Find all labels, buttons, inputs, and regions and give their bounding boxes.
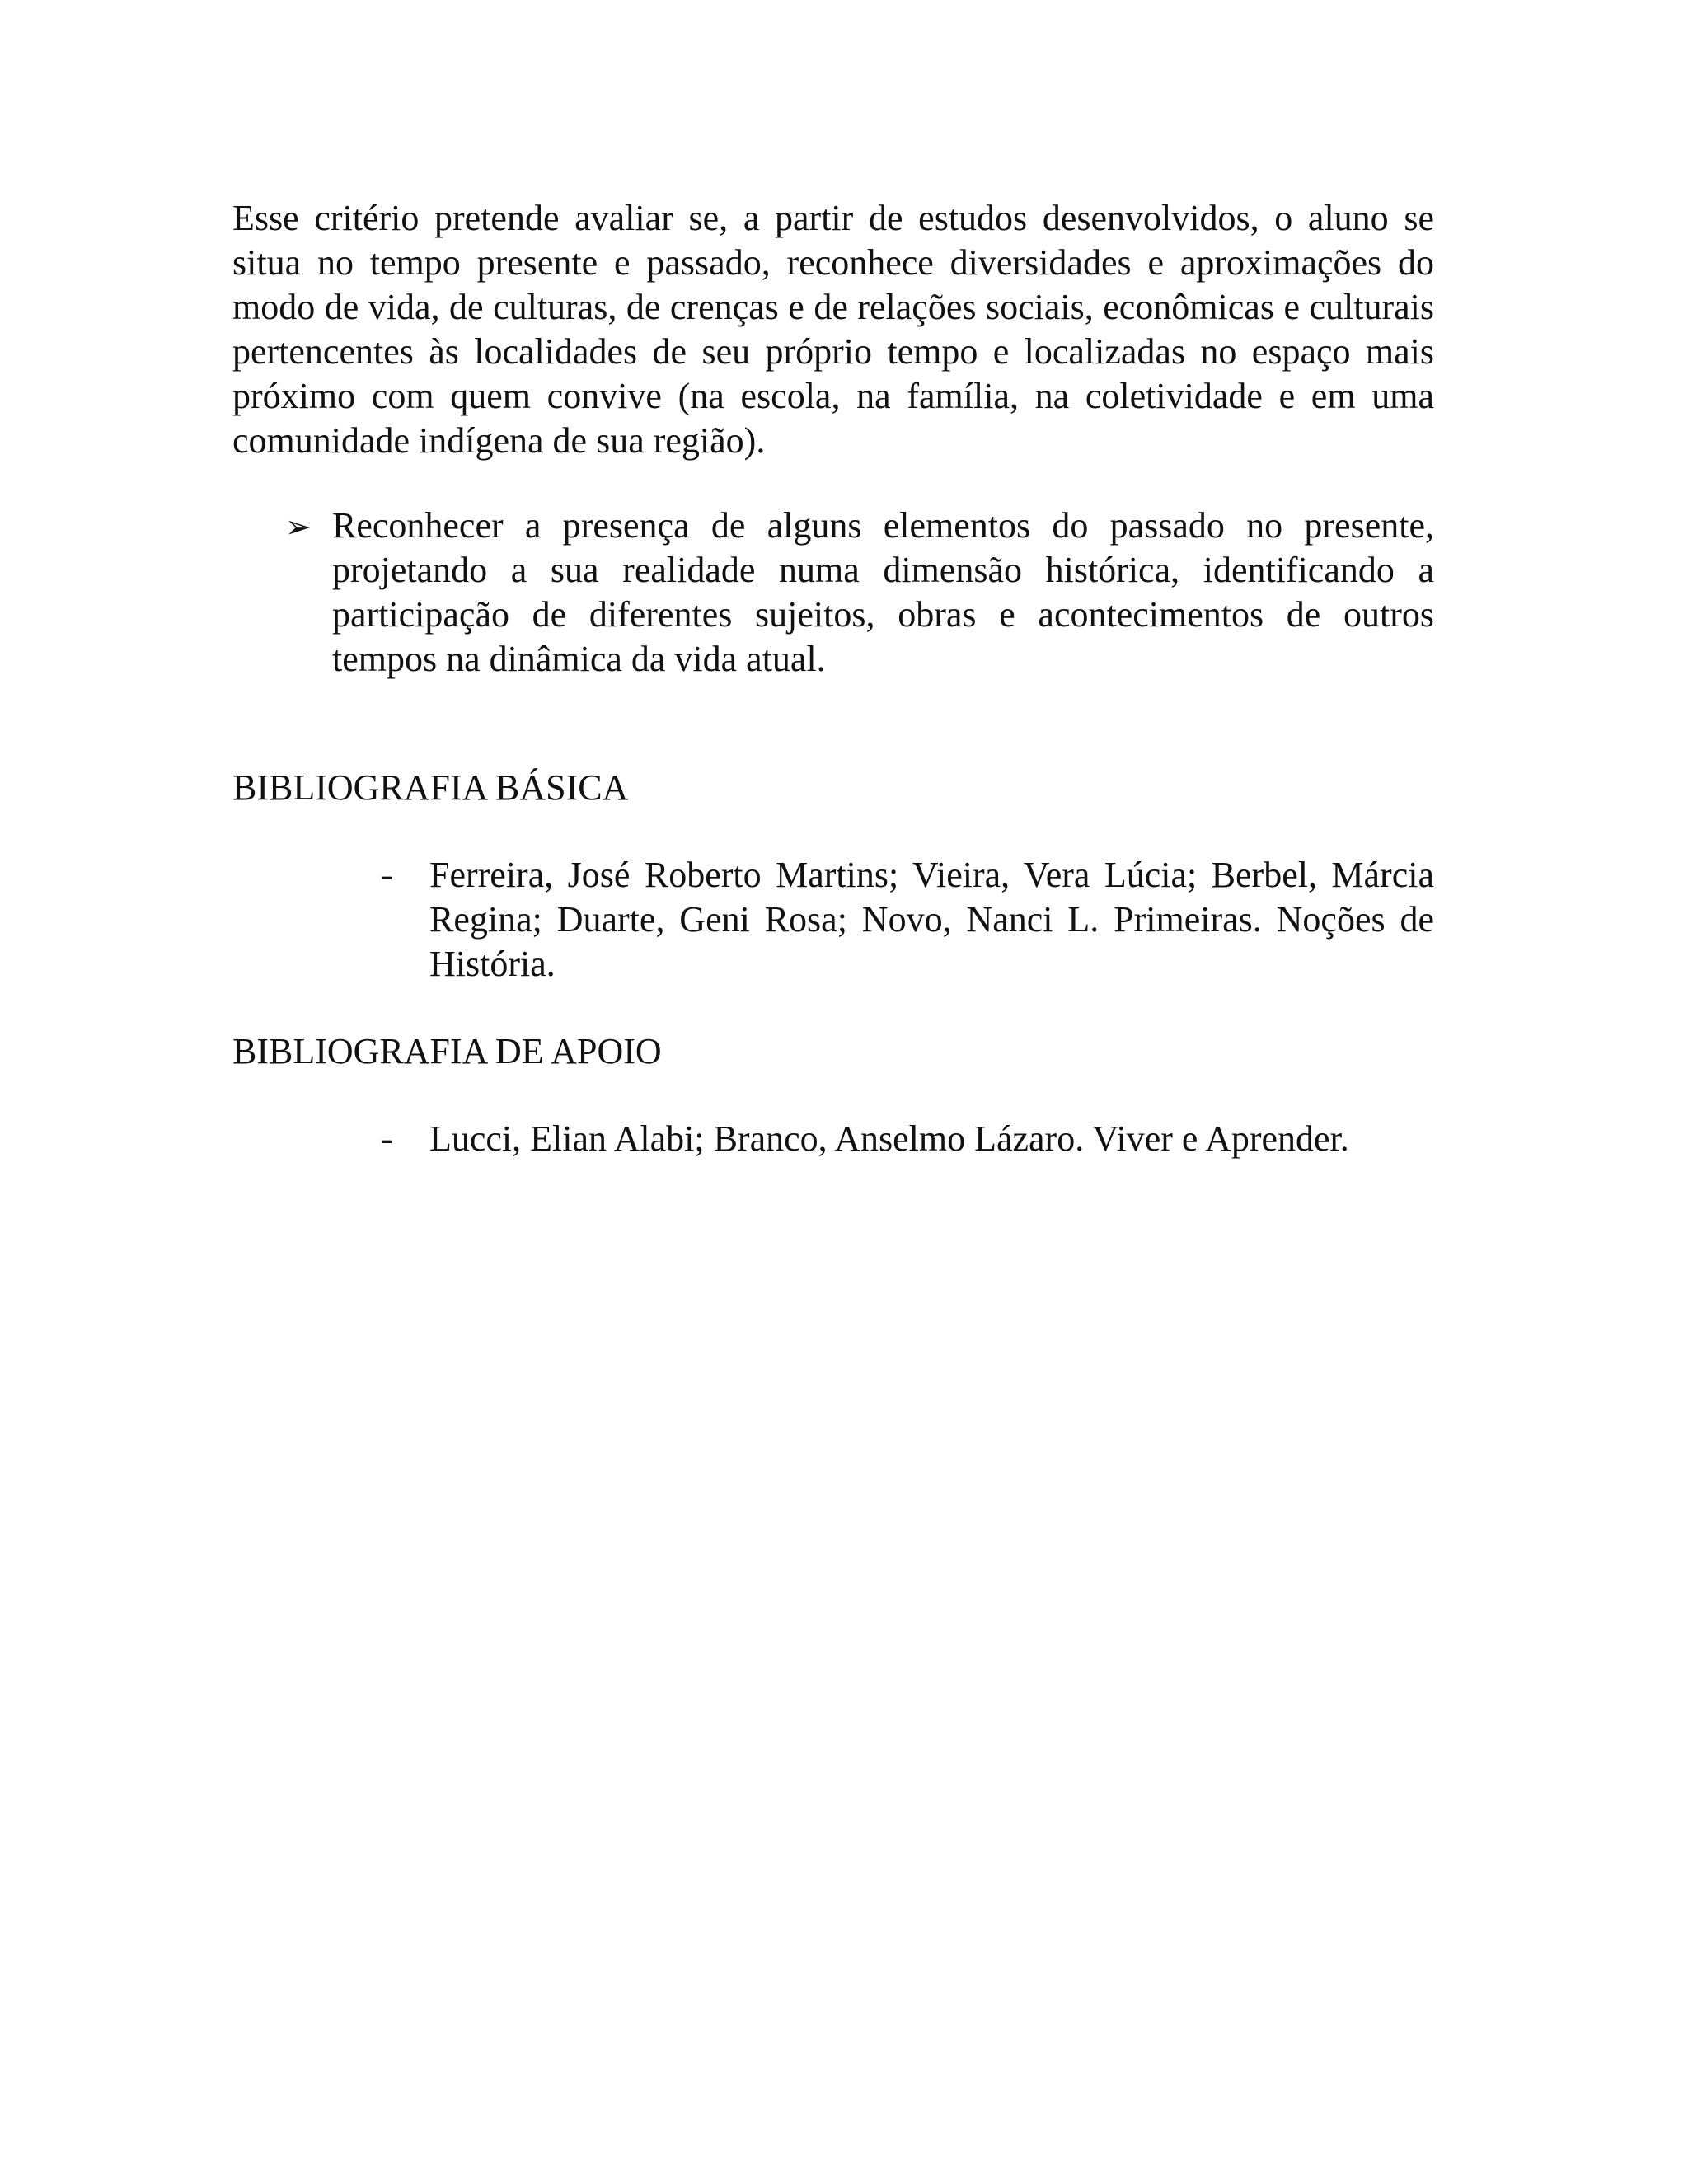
dash-bullet: - [381,1118,393,1159]
dash-bullet: - [381,855,393,895]
basic-bibliography-item [381,853,1434,987]
support-bibliography-item [381,1117,1434,1161]
arrow-bullet-icon: ➢ [285,510,312,545]
support-bibliography-text: Lucci, Elian Alabi; Branco, Anselmo Lázaro. Viver e Aprender. [429,1118,1349,1159]
objective-text: Reconhecer a presença de alguns elementos do passado no presente, projetando a sua realidade numa dimensão histórica, identificando a participação de diferentes sujeitos, obras e acontecimentos de outros tempos na dinâmica da vida atual. [332,505,1434,679]
basic-bibliography-text: Ferreira, José Roberto Martins; Vieira, Vera Lúcia; Berbel, Márcia Regina; Duarte, Geni Rosa; Novo, Nanci L. Primeiras. Noções de História. [429,855,1434,984]
support-bibliography-heading: BIBLIOGRAFIA DE APOIO [232,1031,662,1071]
objective-bullet-item [285,504,1434,682]
criterion-paragraph: Esse critério pretende avaliar se, a partir de estudos desenvolvidos, o aluno se situa no tempo presente e passado, reconhece diversidades e aproximações do modo de vida, de culturas, de crenças e de relações sociais, econômicas e culturais pertencentes às localidades de seu próprio tempo e localizadas no espaço mais próximo com quem convive (na escola, na família, na coletividade e em uma comunidade indígena de sua região). [232,198,1434,461]
basic-bibliography-heading: BIBLIOGRAFIA BÁSICA [232,767,629,808]
